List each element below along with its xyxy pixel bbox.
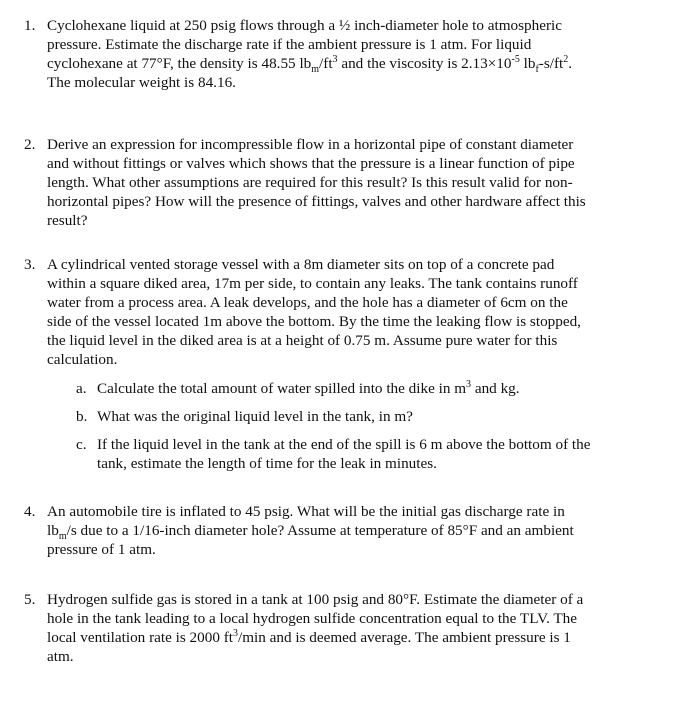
part-c-text: If the liquid level in the tank at the end of the spill is 6 m above the bottom of the tank, estimate the length of time for the leak in minutes. xyxy=(97,436,591,472)
problem-5-line-4: atm. xyxy=(47,648,74,665)
problem-3-line-2: within a square diked area, 17m per side, to contain any leaks. The tank contains runoff xyxy=(47,275,578,292)
problem-2-number: 2. xyxy=(24,136,36,153)
problem-5-line-3: local ventilation rate is 2000 $ft^3/\min$ and is deemed average. The ambient pressure is 1 xyxy=(47,627,571,646)
problem-5-line-2: hole in the tank leading to a local hydrogen sulfide concentration equal to the TLV. The xyxy=(47,610,578,627)
problem-5-line-1: Hydrogen sulfide gas is stored in a tank at 100 psig and 80°F. Estimate the diameter of a xyxy=(47,591,584,608)
problem-2-line-3: length. What other assumptions are required for this result? Is this result valid for non- xyxy=(47,174,573,191)
problem-3-line-4: side of the vessel located 1m above the bottom. By the time the leaking flow is stopped, xyxy=(47,313,581,330)
problem-2-line-5: result? xyxy=(47,212,88,229)
problem-3-line-6: calculation. xyxy=(47,351,118,368)
problem-1-line-4: The molecular weight is 84.16. xyxy=(47,74,236,91)
problem-3-text xyxy=(47,255,647,369)
part-b-letter: b. xyxy=(76,408,88,425)
problem-4-line-3: pressure of 1 atm. xyxy=(47,541,156,558)
problem-2-line-2: and without fittings or valves which shows that the pressure is a linear function of pipe xyxy=(47,155,575,172)
problem-2-line-4: horizontal pipes? How will the presence of fittings, valves and other hardware affect this xyxy=(47,193,586,210)
part-a-letter: a. xyxy=(76,380,87,397)
part-c-letter: c. xyxy=(76,436,87,453)
part-b-text: What was the original liquid level in the tank, in m? xyxy=(97,408,413,425)
problem-1-text xyxy=(47,16,647,92)
problem-4-line-2: $lb_m/s$ due to a 1/16-inch diameter hole? Assume at temperature of 85°F and an ambient xyxy=(47,522,574,543)
problem-2-text xyxy=(47,135,647,230)
problem-2-line-1: Derive an expression for incompressible flow in a horizontal pipe of constant diameter xyxy=(47,136,574,153)
problem-3-line-1: A cylindrical vented storage vessel with a 8m diameter sits on top of a concrete pad xyxy=(47,256,555,273)
problem-1-line-1: Cyclohexane liquid at 250 psig flows through a ½ inch-diameter hole to atmospheric xyxy=(47,17,562,34)
problem-3-line-3: water from a process area. A leak develops, and the hole has a diameter of 6cm on the xyxy=(47,294,568,311)
problem-5-text xyxy=(47,590,647,666)
problem-3-line-5: the liquid level in the diked area is at a height of 0.75 m. Assume pure water for this xyxy=(47,332,558,349)
problem-1-number: 1. xyxy=(24,17,36,34)
problem-4-line-1: An automobile tire is inflated to 45 psig. What will be the initial gas discharge rate in xyxy=(47,503,565,520)
problem-5-number: 5. xyxy=(24,591,36,608)
problem-1-line-2: pressure. Estimate the discharge rate if the ambient pressure is 1 atm. For liquid xyxy=(47,36,532,53)
problem-4-number: 4. xyxy=(24,503,36,520)
problem-4-text xyxy=(47,502,647,559)
part-a-text: Calculate the total amount of water spilled into the dike in $m^3$ and kg. xyxy=(97,378,520,397)
problem-3-number: 3. xyxy=(24,256,36,273)
problem-1-line-3: cyclohexane at 77°F, the density is 48.55 $lb_m/ft^3$ and the viscosity is $2.13\times 10^{-5}$ $lb_f-s/ft^2$. xyxy=(47,53,573,76)
